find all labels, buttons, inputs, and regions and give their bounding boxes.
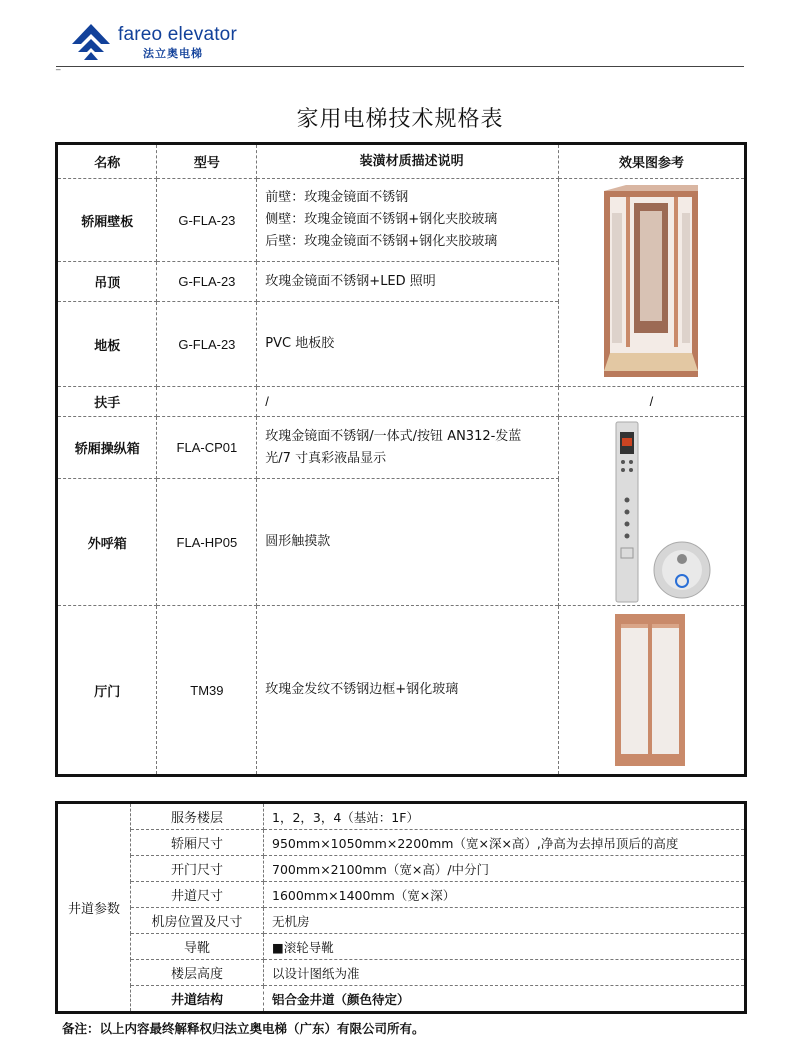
landing-door-image bbox=[611, 610, 691, 770]
shaft-value: 1600mm×1400mm（宽×深） bbox=[264, 882, 746, 908]
table-row bbox=[57, 960, 746, 986]
shaft-value: ■滚轮导靴 bbox=[264, 934, 746, 960]
row-model: G-FLA-23 bbox=[157, 262, 257, 302]
shaft-label: 井道结构 bbox=[131, 986, 264, 1013]
row-desc bbox=[257, 417, 559, 479]
shaft-label: 服务楼层 bbox=[131, 803, 264, 830]
row-desc bbox=[257, 179, 559, 262]
row-desc: / bbox=[257, 387, 559, 417]
desc-line: 前壁：玫瑰金镜面不锈钢 bbox=[265, 190, 409, 205]
footer-note: 备注：以上内容最终解释权归法立奥电梯（广东）有限公司所有。 bbox=[62, 1021, 425, 1036]
row-desc: 玫瑰金发纹不锈钢边框+钢化玻璃 bbox=[257, 606, 559, 776]
shaft-group-label: 井道参数 bbox=[57, 803, 131, 1013]
control-panel-image bbox=[586, 418, 716, 604]
spec-table-header-row bbox=[57, 144, 746, 179]
brand-name-cn: 法立奥电梯 bbox=[143, 47, 203, 60]
page-header bbox=[0, 0, 800, 72]
table-row bbox=[57, 606, 746, 776]
row-name: 扶手 bbox=[57, 387, 157, 417]
table-row bbox=[57, 934, 746, 960]
header-name: 名称 bbox=[57, 144, 157, 179]
table-row bbox=[57, 387, 746, 417]
shaft-label: 井道尺寸 bbox=[131, 882, 264, 908]
shaft-table bbox=[55, 801, 747, 1014]
desc-line: 后壁：玫瑰金镜面不锈钢+钢化夹胶玻璃 bbox=[265, 234, 498, 249]
shaft-value: 以设计图纸为准 bbox=[264, 960, 746, 986]
table-row bbox=[57, 179, 746, 262]
shaft-value: 950mm×1050mm×2200mm（宽×深×高）,净高为去掉吊顶后的高度 bbox=[264, 830, 746, 856]
table-row bbox=[57, 417, 746, 479]
shaft-label: 导靴 bbox=[131, 934, 264, 960]
panel-image-cell bbox=[558, 417, 745, 606]
header-desc: 装潢材质描述说明 bbox=[257, 144, 559, 179]
row-desc: 圆形触摸款 bbox=[257, 479, 559, 606]
row-desc: PVC 地板胶 bbox=[257, 302, 559, 387]
fareo-logo-icon bbox=[70, 22, 112, 62]
shaft-value: 700mm×2100mm（宽×高）/中分门 bbox=[264, 856, 746, 882]
door-image-cell bbox=[558, 606, 745, 776]
row-name: 吊顶 bbox=[57, 262, 157, 302]
row-model: G-FLA-23 bbox=[157, 302, 257, 387]
table-row bbox=[57, 856, 746, 882]
desc-line: 玫瑰金镜面不锈钢/一体式/按钮 AN312-发蓝 bbox=[265, 428, 522, 444]
cabin-image bbox=[596, 183, 706, 383]
shaft-value: 1，2，3，4（基站：1F） bbox=[264, 803, 746, 830]
shaft-label: 机房位置及尺寸 bbox=[131, 908, 264, 934]
row-model: FLA-CP01 bbox=[157, 417, 257, 479]
header-image: 效果图参考 bbox=[558, 144, 745, 179]
header-divider bbox=[56, 66, 744, 67]
row-name: 地板 bbox=[57, 302, 157, 387]
row-model: TM39 bbox=[157, 606, 257, 776]
row-model: FLA-HP05 bbox=[157, 479, 257, 606]
document-title: 家用电梯技术规格表 bbox=[296, 107, 504, 132]
table-row bbox=[57, 882, 746, 908]
row-image-text: / bbox=[558, 387, 745, 417]
shaft-label: 轿厢尺寸 bbox=[131, 830, 264, 856]
row-model bbox=[157, 387, 257, 417]
row-model: G-FLA-23 bbox=[157, 179, 257, 262]
brand-name-en: fareo elevator bbox=[118, 24, 237, 45]
header-model: 型号 bbox=[157, 144, 257, 179]
table-row bbox=[57, 986, 746, 1013]
row-desc: 玫瑰金镜面不锈钢+LED 照明 bbox=[257, 262, 559, 302]
row-name: 外呼箱 bbox=[57, 479, 157, 606]
row-name: 轿厢操纵箱 bbox=[57, 417, 157, 479]
shaft-value: 无机房 bbox=[264, 908, 746, 934]
desc-line: 光/7 寸真彩液晶显示 bbox=[265, 450, 387, 466]
row-name: 厅门 bbox=[57, 606, 157, 776]
row-name: 轿厢壁板 bbox=[57, 179, 157, 262]
spec-table bbox=[55, 142, 747, 777]
table-row bbox=[57, 830, 746, 856]
cabin-image-cell bbox=[558, 179, 745, 387]
shaft-value: 铝合金井道（颜色待定） bbox=[264, 986, 746, 1013]
desc-line: 侧壁：玫瑰金镜面不锈钢+钢化夹胶玻璃 bbox=[265, 212, 498, 227]
shaft-label: 开门尺寸 bbox=[131, 856, 264, 882]
table-row bbox=[57, 908, 746, 934]
shaft-label: 楼层高度 bbox=[131, 960, 264, 986]
table-row bbox=[57, 803, 746, 830]
